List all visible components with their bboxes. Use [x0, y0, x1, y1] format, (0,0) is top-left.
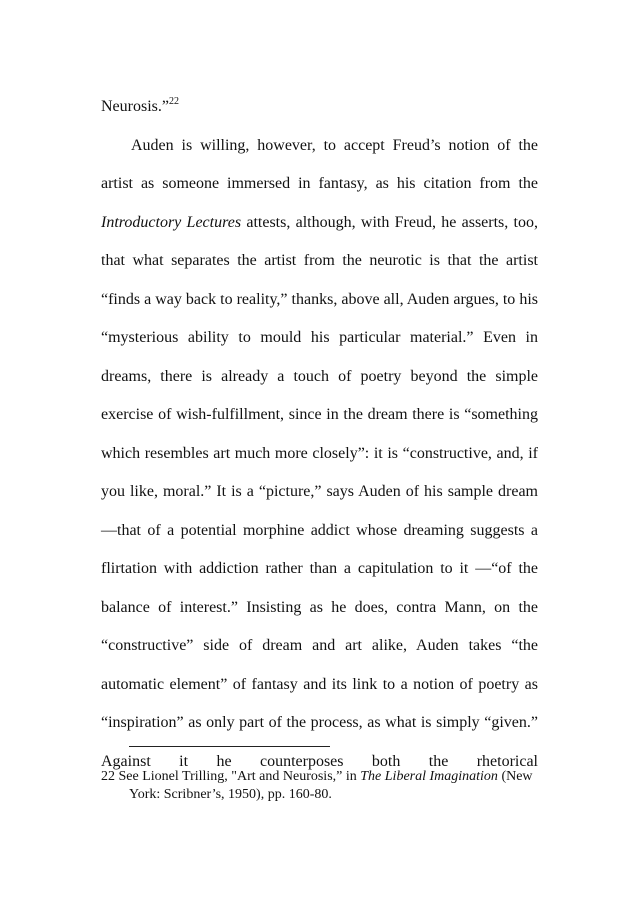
continuation-line [101, 88, 538, 127]
paragraph-text-2: attests, although, with Freud, he asserts, too, that what separates the artist from the neurotic is that the artist “finds a way back to reality,” thanks, above all, Auden argues, to his “mysterious ability to mould his particular material.” Even in dreams, there is already a touch of poetry beyond the simple exercise of wish-fulfillment, since in the dream there is “something which resembles art much more closely”: it is “constructive, and, if you like, moral.” It is a “picture,” says Auden of his sample dream —that of a potential morphine addict whose dreaming suggests a flirtation with addiction rather than a capitulation to it —“of the balance of interest.” Insisting as he does, contra Mann, on the “constructive” side of dream and art alike, Auden takes “the automatic element” of fantasy and its link to a notion of poetry as “inspiration” as only part of the process, as what is simply “given.” Against it he counterposes both the rhetorical [101, 213, 538, 770]
footnote-text-1: See Lionel Trilling, "Art and Neurosis,” in [115, 769, 361, 784]
main-paragraph [101, 127, 538, 782]
footnote-separator [129, 746, 330, 747]
footnote-italic-title: The Liberal Imagination [360, 769, 498, 784]
footnote-number: 22 [101, 769, 115, 784]
body-text [101, 88, 538, 781]
footnote-reference: 22 [168, 96, 179, 107]
continuation-text: Neurosis.” [101, 98, 169, 115]
footnote-text-2: (New York: Scribner’s, 1950), pp. 160-80. [129, 769, 533, 802]
paragraph-italic-title: Introductory Lectures [101, 213, 242, 231]
footnote [101, 768, 538, 804]
paragraph-text-1: Auden is willing, however, to accept Freud’s notion of the artist as someone immersed in fantasy, as his citation from the [101, 136, 538, 192]
